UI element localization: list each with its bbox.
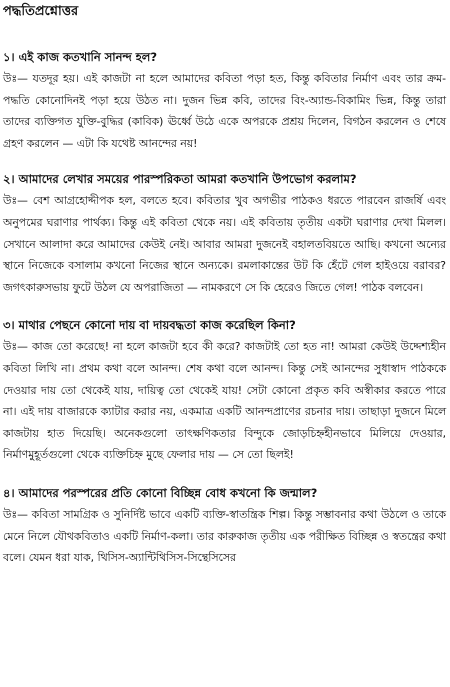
qa-block-1	[3, 47, 446, 154]
question-1: ১। এই কাজ কতখানি সানন্দ হল?	[3, 50, 158, 64]
question-2: ২। আমাদের লেখার সময়ের পারস্পরিকতা আমরা কতখানি উপভোগ করলাম?	[3, 172, 357, 187]
answer-1: উঃ— যতদূর হয়। এই কাজটা না হলে আমাদের কবিতা পড়া হত, কিন্তু কবিতার নির্মাণ এবং তার ক্রম-পদ্ধতি কোনোদিনই পড়া হয়ে উঠত না। দুজন ভিন্ন কবি, তাদের বিং-অ্যান্ড-বিকামিং ভিন্ন, কিন্তু তারা তাদের ব্যক্তিগত যুক্তি-বুদ্ধির (কাবিক) ঊর্ধ্বে উঠে একে অপরকে প্রশ্রয় দিলেন, বিগঠন করলেন ও শেষে গ্রহণ করলেন — এটা কি যথেষ্ট আনন্দের নয়!	[3, 72, 446, 150]
question-3: ৩। মাথার পেছনে কোনো দায় বা দায়বদ্ধতা কাজ করেছিল কিনা?	[3, 318, 296, 333]
page-title: পদ্ধতিপ্রশ্নোত্তর	[3, 4, 79, 19]
answer-2: উঃ— বেশ আগ্রহোদ্দীপক হল, বলতে হবে। কবিতার খুব অগভীর পাঠকও ধরতে পারবেন রাজর্ষি এবং অনুপমের ঘরাণার পার্থক্য। কিন্তু এই কবিতা থেকে নয়। এই কবিতায় তৃতীয় একটা ঘরাণার দেখা মিলল। সেখানে আলাদা করে আমাদের কেউই নেই। আবার আমরা দুজনেই বহালতবিয়তে আছি। কখনো অন্যের স্থানে নিজেকে বসালাম কখনো নিজের স্থানে অন্যকে। রমলাকান্তের উট কি হেঁটে গেল হাইওয়ে বরাবর? জগৎকারুসভায় ফুটে উঠল যে অপরাজিতা — নামকরণে সে কি হেরেও জিতে গেল! পাঠক বলবেন।	[3, 194, 446, 294]
qa-block-3	[3, 315, 446, 466]
answer-3: উঃ— কাজ তো করেছে! না হলে কাজটা হবে কী করে? কাজটাই তো হত না! আমরা কেউই উদ্দেশ্যহীন কবিতা লিখি না। প্রথম কথা বলে আনন্দ। শেষ কথা বলে আনন্দ। কিন্তু সেই আনন্দের সুধাস্বাদ পাঠককে দেওয়ার দায় তো থেকেই যায়, দায়িত্ব তো থেকেই যায়! সেটা কোনো প্রকৃত কবি অস্বীকার করতে পারে না। এই দায় বাজারকে ক্যাটার করার নয়, একমাত্র একটি আনন্দপ্রাণের রচনার দায়। তাছাড়া দুজনে মিলে কাজটায় হাত দিয়েছি। অনেকগুলো তাৎক্ষণিকতার বিন্দুকে জোড়চিহ্নহীনভাবে মিলিয়ে দেওয়ার, নির্মাণমুহূর্তগুলো থেকে ব্যক্তিচিহ্ন মুছে ফেলার দায় — সে তো ছিলই!	[3, 340, 446, 462]
qa-block-4	[3, 483, 446, 569]
answer-4: উঃ— কবিতা সামগ্রিক ও সুনির্দিষ্ট ভাবে একটি ব্যক্তি-স্বাতন্ত্রিক শিল্প। কিন্তু সম্ভাবনার কথা উঠলে ও তাকে মেনে নিলে যৌথকবিতাও একটি নির্মাণ-কলা। তার কারুকাজ তৃতীয় এক পরীক্ষিত বিচ্ছিন্ন ও স্বতন্ত্রের কথা বলে। যেমন ধরা যাক, থিসিস-অ্যান্টিথিসিস-সিন্থেসিসের	[3, 507, 446, 565]
qa-block-2	[3, 169, 446, 298]
question-4: ৪। আমাদের পরস্পরের প্রতি কোনো বিচ্ছিন্ন বোধ কখনো কি জন্মাল?	[3, 485, 318, 500]
